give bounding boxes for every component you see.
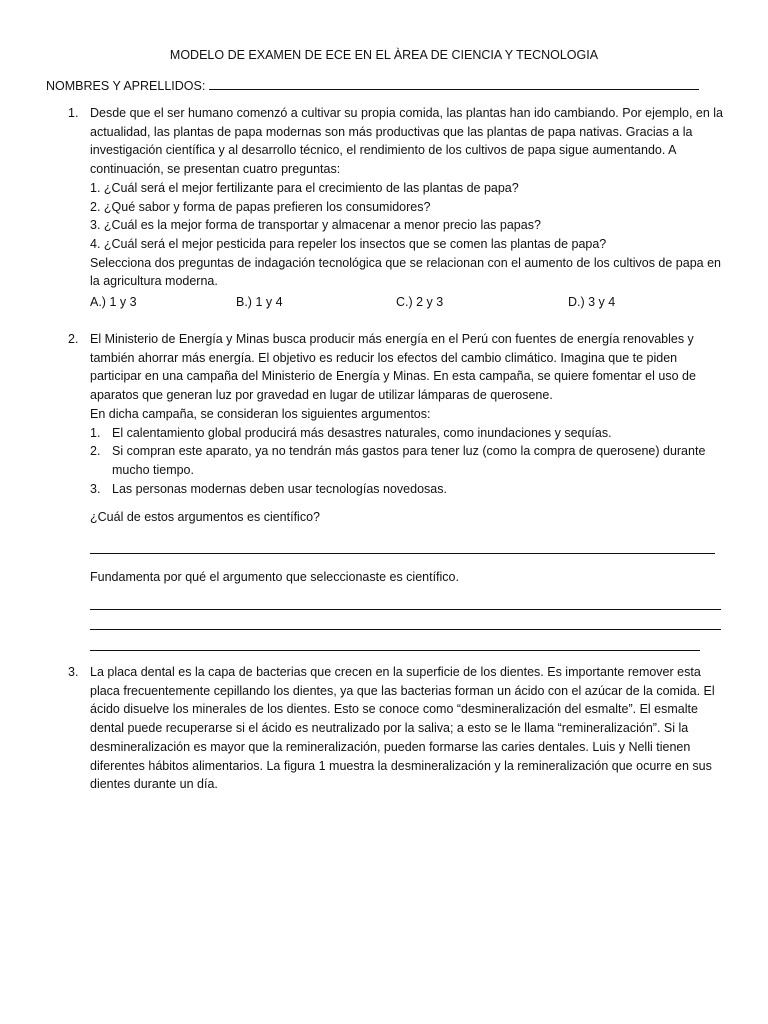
- answer-line[interactable]: [90, 553, 715, 554]
- option-a[interactable]: A.) 1 y 3: [90, 295, 137, 310]
- names-label: NOMBRES Y APRELLIDOS:: [46, 79, 206, 93]
- question-number: 1.: [68, 106, 79, 120]
- question-intro: Desde que el ser humano comenzó a cultivar su propia comida, las plantas han ido cambiando. Por ejemplo, en la actualidad, las plantas de papa modernas son más productivas que las plantas de papa nativas. Gracias a la investigación científica y al desarrollo técnico, el rendimiento de los cultivos de papa sigue aumentando. A continuación, se presentan cuatro preguntas:: [90, 106, 724, 177]
- arguments-lead: En dicha campaña, se consideran los siguientes argumentos:: [90, 406, 431, 421]
- option-b[interactable]: B.) 1 y 4: [236, 295, 283, 310]
- argument-item: [90, 480, 728, 499]
- argument-text: Las personas modernas deben usar tecnologías novedosas.: [112, 481, 447, 496]
- answer-line[interactable]: [90, 609, 721, 610]
- question-ask-1: ¿Cuál de estos argumentos es científico?: [90, 510, 320, 525]
- page-title: MODELO DE EXAMEN DE ECE EN EL ÀREA DE CIENCIA Y TECNOLOGIA: [169, 48, 599, 62]
- answer-line[interactable]: [90, 629, 721, 630]
- answer-line[interactable]: [90, 650, 700, 651]
- sub-question: 2. ¿Qué sabor y forma de papas prefieren los consumidores?: [90, 199, 431, 214]
- names-row: [46, 78, 699, 93]
- question-intro: El Ministerio de Energía y Minas busca producir más energía en el Perú con fuentes de energía renovables y también ahorrar más energía. El objetivo es reducir los efectos del cambio climático. Imagina que te piden participar en una campaña del Ministerio de Energía y Minas. En esta campaña, se quiere fomentar el uso de aparatos que generan luz por gravedad en lugar de utilizar lámparas de querosene.: [90, 332, 696, 403]
- question-text: La placa dental es la capa de bacterias que crecen en la superficie de los dientes. Es importante remover esta placa frecuentemente cepillando los dientes, ya que las bacterias forman un ácido con el azúcar de la comida. El ácido disuelve los minerales de los dientes. Esto se conoce como “desmineralización del esmalte”. El esmalte dental puede recuperarse si el ácido es neutralizado por la saliva; a esto se le llama “remineralización”. Si la desmineralización es mayor que la remineralización, pueden formarse las caries dentales. Luis y Nelli tienen diferentes hábitos alimentarios. La figura 1 muestra la desmineralización y la remineralización que ocurre en sus dientes durante un día.: [90, 665, 715, 792]
- question-ask-2: Fundamenta por qué el argumento que seleccionaste es científico.: [90, 570, 459, 584]
- argument-item: [90, 442, 728, 479]
- question-3: [68, 663, 728, 794]
- question-1: [68, 104, 728, 312]
- argument-text: El calentamiento global producirá más desastres naturales, como inundaciones y sequías.: [112, 425, 612, 440]
- option-d[interactable]: D.) 3 y 4: [568, 295, 616, 310]
- argument-number: 3.: [90, 481, 101, 496]
- answer-options: [90, 293, 728, 312]
- sub-question: 3. ¿Cuál es la mejor forma de transportar y almacenar a menor precio las papas?: [90, 218, 541, 233]
- argument-number: 1.: [90, 425, 101, 440]
- argument-number: 2.: [90, 444, 101, 459]
- question-number: 3.: [68, 665, 79, 679]
- sub-question: 1. ¿Cuál será el mejor fertilizante para el crecimiento de las plantas de papa?: [90, 180, 519, 195]
- argument-item: [90, 424, 728, 443]
- names-answer-line[interactable]: [209, 78, 699, 90]
- argument-text: Si compran este aparato, ya no tendrán más gastos para tener luz (como la compra de querosene) durante mucho tiempo.: [112, 444, 706, 477]
- question-prompt: Selecciona dos preguntas de indagación tecnológica que se relacionan con el aumento de los cultivos de papa en la agricultura moderna.: [90, 255, 721, 289]
- question-number: 2.: [68, 332, 79, 346]
- sub-question: 4. ¿Cuál será el mejor pesticida para repeler los insectos que se comen las plantas de papa?: [90, 236, 607, 251]
- question-2: [68, 330, 728, 527]
- option-c[interactable]: C.) 2 y 3: [396, 295, 444, 310]
